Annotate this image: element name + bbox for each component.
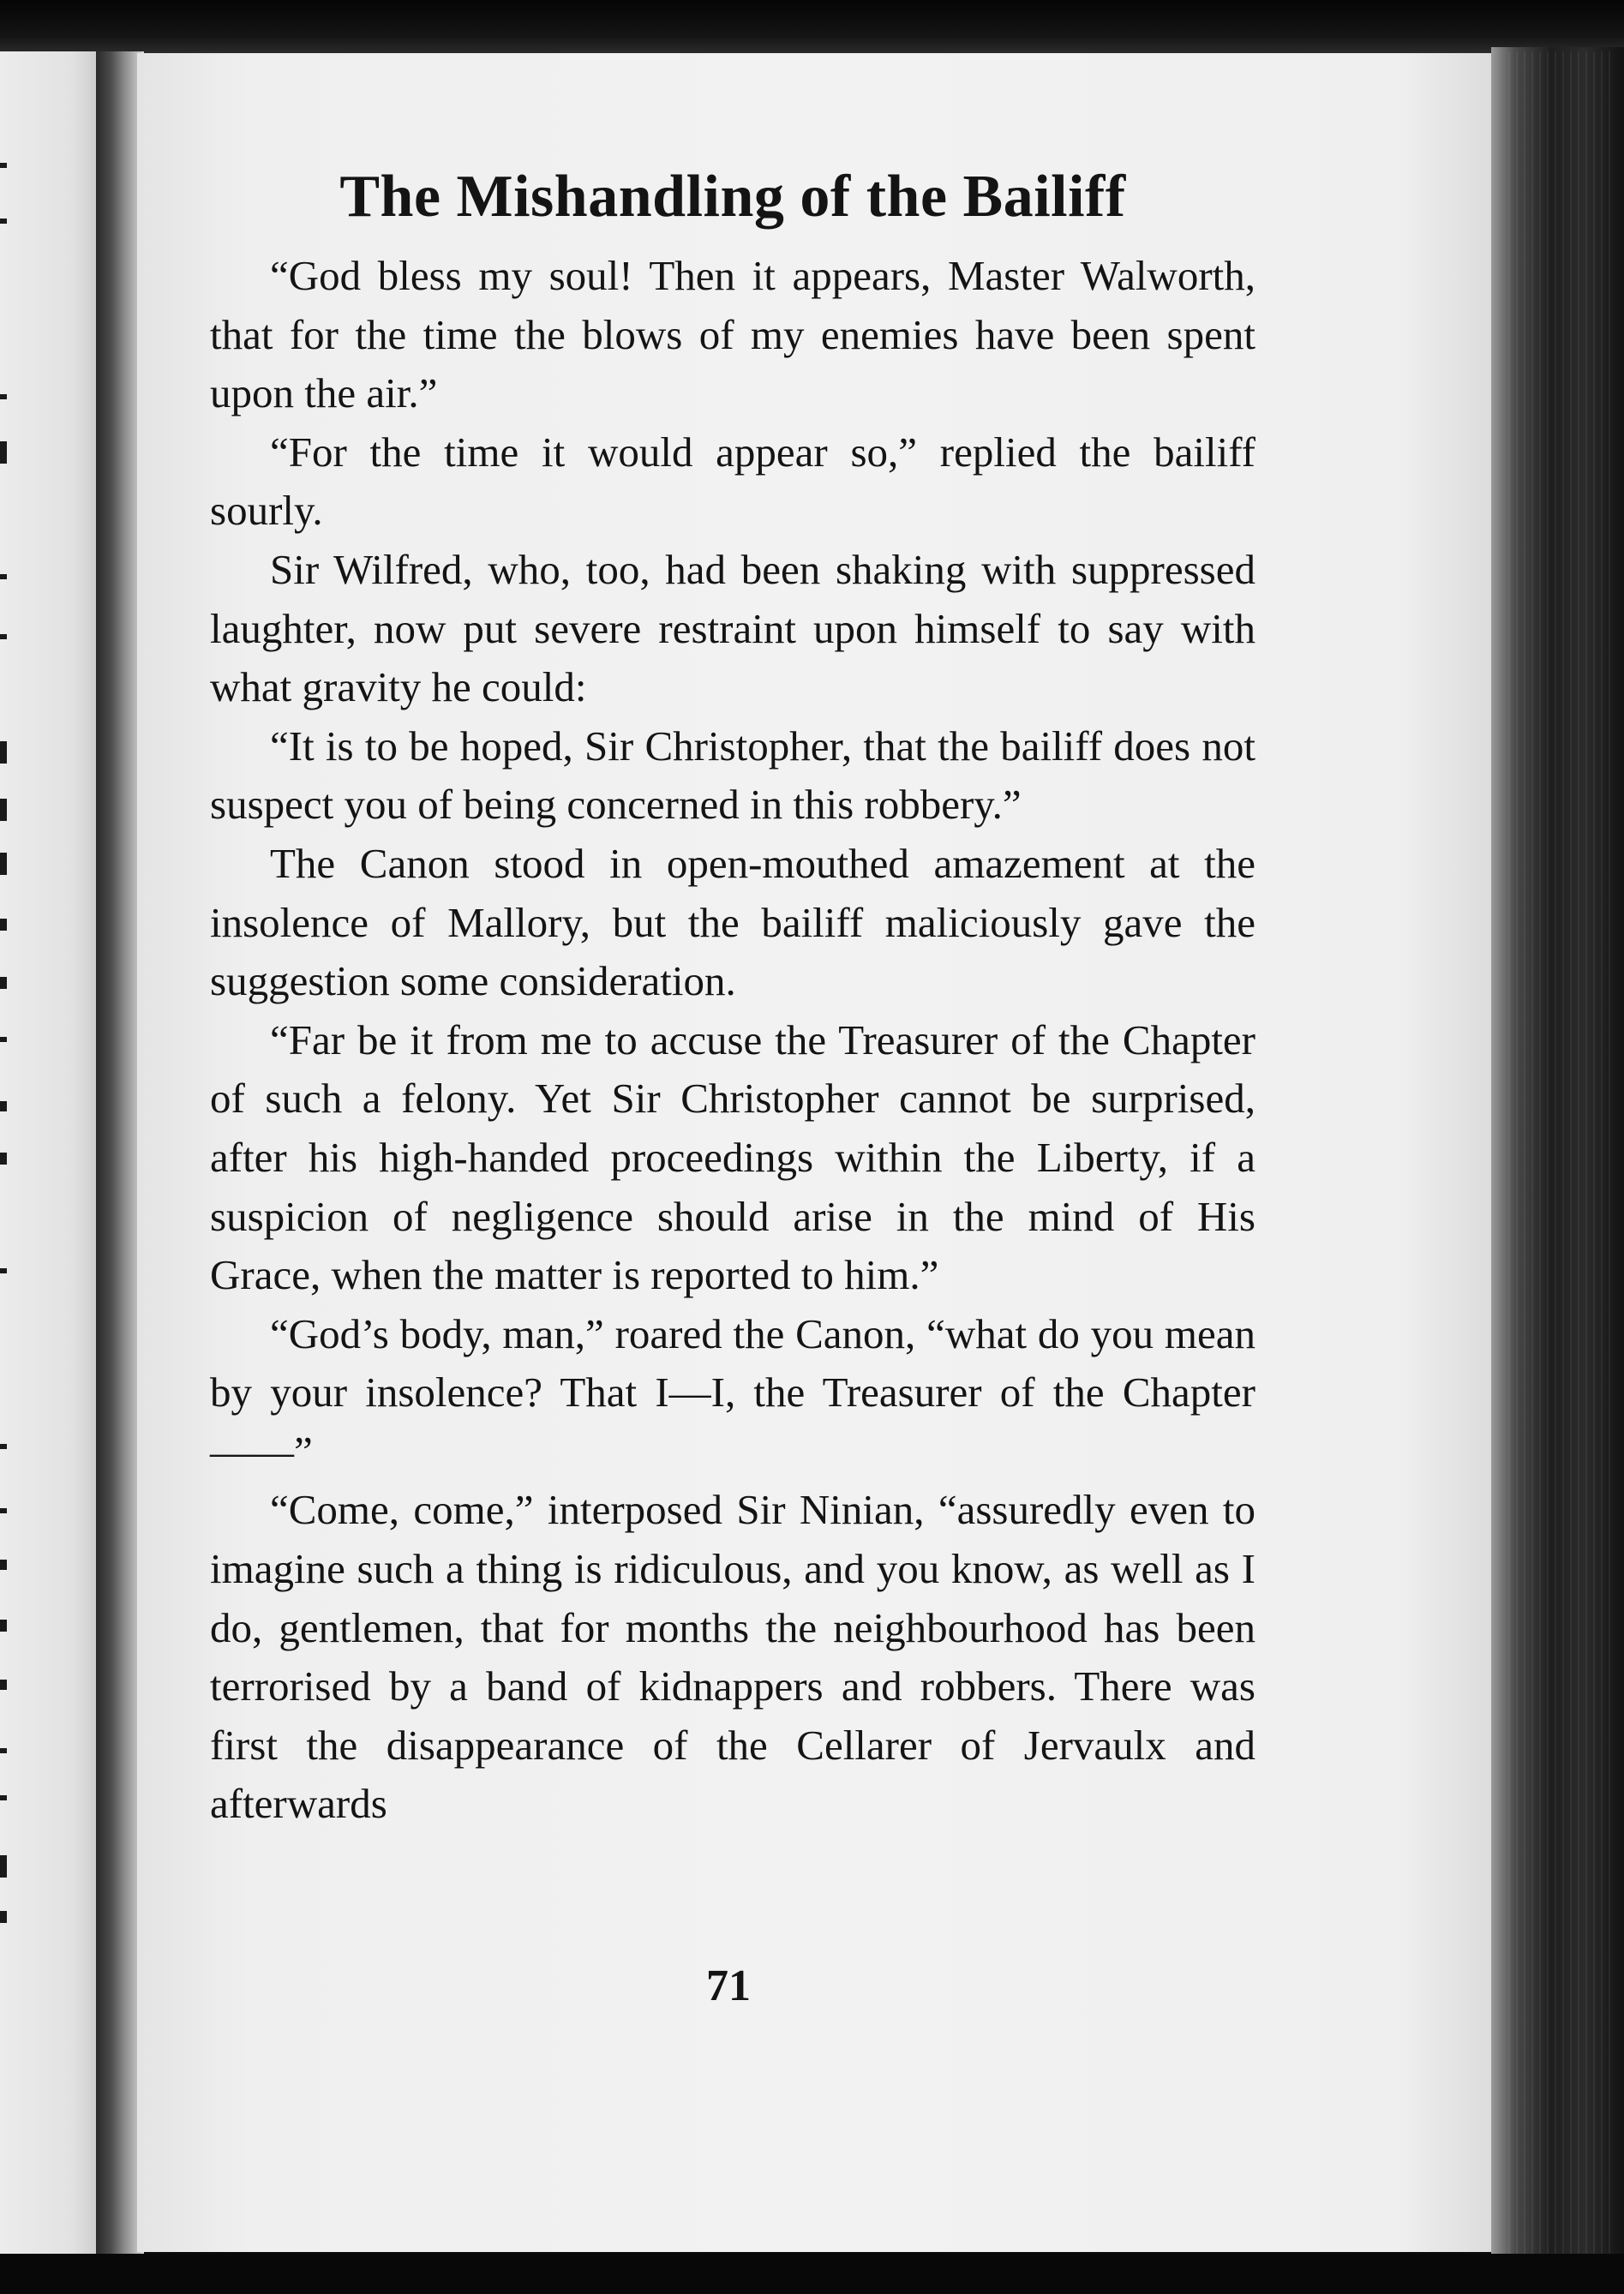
paragraph: Sir Wilfred, who, too, had been shaking with suppressed laughter, now put severe restraint upon himself to say with what gravity he could: (210, 545, 1255, 711)
paragraph: The Canon stood in open-mouthed amazement at the insolence of Mallory, but the bailiff maliciously gave the suggestion some consideration. (210, 839, 1255, 1005)
chapter-title: The Mishandling of the Bailiff (339, 164, 1126, 230)
paragraph: “Come, come,” interposed Sir Ninian, “assuredly even to imagine such a thing is ridiculous, and you know, as well as I do, gentlemen, that for months the neighbourhood has been terrorised by a band of kidnappers and robbers. There was first the disappearance of the Cellarer of Jervaulx and afterwards (210, 1486, 1255, 1828)
facing-page-line-ends (0, 51, 17, 2254)
paragraph: “God’s body, man,” roared the Canon, “what do you mean by your insolence? That I—I, the Treasurer of the Chapter——” (210, 1309, 1255, 1475)
scan-bottom-border (0, 2254, 1624, 2294)
page-text-block (210, 154, 1255, 1834)
paragraph: “God bless my soul! Then it appears, Master Walworth, that for the time the blows of my enemies have been spent upon the air.” (210, 252, 1255, 417)
paragraph: “It is to be hoped, Sir Christopher, that the bailiff does not suspect you of being concerned in this robbery.” (210, 722, 1255, 829)
paragraph: “For the time it would appear so,” replied the bailiff sourly. (210, 428, 1255, 535)
facing-page-edge (0, 51, 96, 2254)
page-edge-texture (1508, 51, 1611, 2254)
page-number: 71 (706, 1962, 751, 2010)
paragraph: “Far be it from me to accuse the Treasurer of the Chapter of such a felony. Yet Sir Christopher cannot be surprised, after his high-handed proceedings within the Liberty, if a suspicion of negligence should arise in the mind of His Grace, when the matter is reported to him.” (210, 1015, 1255, 1299)
scan-top-border (0, 0, 1624, 53)
